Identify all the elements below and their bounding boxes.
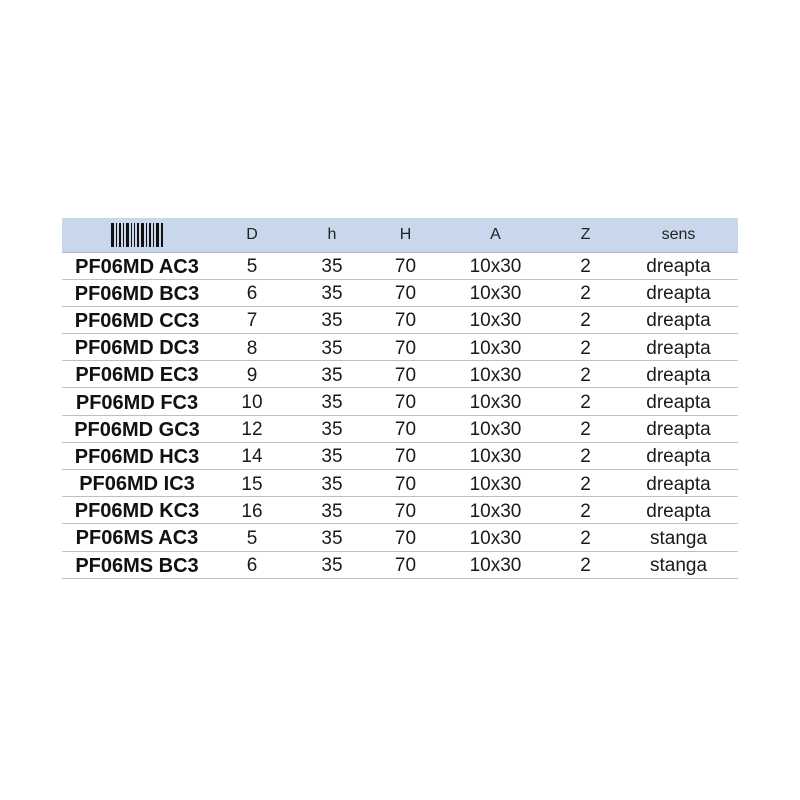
sens-value: dreapta bbox=[619, 279, 738, 306]
table-row bbox=[62, 551, 738, 578]
z-value: 2 bbox=[552, 279, 619, 306]
h-upper-value: 70 bbox=[372, 252, 439, 279]
table-body bbox=[62, 252, 738, 578]
d-value: 6 bbox=[212, 551, 292, 578]
h-upper-value: 70 bbox=[372, 306, 439, 333]
product-code: PF06MS BC3 bbox=[62, 551, 212, 578]
product-code: PF06MD IC3 bbox=[62, 470, 212, 497]
a-value: 10x30 bbox=[439, 442, 552, 469]
a-value: 10x30 bbox=[439, 388, 552, 415]
sens-value: dreapta bbox=[619, 470, 738, 497]
sens-value: dreapta bbox=[619, 497, 738, 524]
product-code: PF06MD CC3 bbox=[62, 306, 212, 333]
product-code: PF06MD AC3 bbox=[62, 252, 212, 279]
product-code: PF06MD GC3 bbox=[62, 415, 212, 442]
z-value: 2 bbox=[552, 551, 619, 578]
z-value: 2 bbox=[552, 334, 619, 361]
z-value: 2 bbox=[552, 470, 619, 497]
product-code: PF06MD FC3 bbox=[62, 388, 212, 415]
table-row bbox=[62, 252, 738, 279]
d-value: 6 bbox=[212, 279, 292, 306]
h-lower-value: 35 bbox=[292, 415, 372, 442]
z-value: 2 bbox=[552, 497, 619, 524]
d-value: 12 bbox=[212, 415, 292, 442]
product-code: PF06MD BC3 bbox=[62, 279, 212, 306]
h-lower-value: 35 bbox=[292, 252, 372, 279]
header-barcode-cell bbox=[62, 218, 212, 252]
a-value: 10x30 bbox=[439, 306, 552, 333]
h-upper-value: 70 bbox=[372, 470, 439, 497]
h-lower-value: 35 bbox=[292, 470, 372, 497]
a-value: 10x30 bbox=[439, 524, 552, 551]
h-upper-value: 70 bbox=[372, 334, 439, 361]
h-upper-value: 70 bbox=[372, 497, 439, 524]
a-value: 10x30 bbox=[439, 415, 552, 442]
barcode-icon bbox=[111, 223, 163, 247]
h-lower-value: 35 bbox=[292, 306, 372, 333]
d-value: 9 bbox=[212, 361, 292, 388]
sens-value: dreapta bbox=[619, 306, 738, 333]
table-row bbox=[62, 524, 738, 551]
product-code: PF06MD KC3 bbox=[62, 497, 212, 524]
h-lower-value: 35 bbox=[292, 551, 372, 578]
table-row bbox=[62, 388, 738, 415]
z-value: 2 bbox=[552, 388, 619, 415]
z-value: 2 bbox=[552, 415, 619, 442]
d-value: 8 bbox=[212, 334, 292, 361]
h-upper-value: 70 bbox=[372, 551, 439, 578]
sens-value: dreapta bbox=[619, 252, 738, 279]
column-header-h-lower: h bbox=[292, 218, 372, 252]
z-value: 2 bbox=[552, 524, 619, 551]
h-upper-value: 70 bbox=[372, 279, 439, 306]
d-value: 14 bbox=[212, 442, 292, 469]
column-header-sens: sens bbox=[619, 218, 738, 252]
sens-value: dreapta bbox=[619, 388, 738, 415]
table-row bbox=[62, 497, 738, 524]
d-value: 15 bbox=[212, 470, 292, 497]
a-value: 10x30 bbox=[439, 279, 552, 306]
table-row bbox=[62, 306, 738, 333]
product-code: PF06MD DC3 bbox=[62, 334, 212, 361]
table-row bbox=[62, 442, 738, 469]
sens-value: dreapta bbox=[619, 361, 738, 388]
sens-value: dreapta bbox=[619, 442, 738, 469]
product-code: PF06MD HC3 bbox=[62, 442, 212, 469]
product-code: PF06MS AC3 bbox=[62, 524, 212, 551]
z-value: 2 bbox=[552, 306, 619, 333]
product-table-container bbox=[62, 218, 738, 579]
z-value: 2 bbox=[552, 252, 619, 279]
product-table bbox=[62, 218, 738, 579]
sens-value: stanga bbox=[619, 524, 738, 551]
h-lower-value: 35 bbox=[292, 524, 372, 551]
h-upper-value: 70 bbox=[372, 361, 439, 388]
a-value: 10x30 bbox=[439, 551, 552, 578]
d-value: 10 bbox=[212, 388, 292, 415]
a-value: 10x30 bbox=[439, 361, 552, 388]
h-upper-value: 70 bbox=[372, 415, 439, 442]
table-row bbox=[62, 415, 738, 442]
h-lower-value: 35 bbox=[292, 361, 372, 388]
z-value: 2 bbox=[552, 442, 619, 469]
d-value: 5 bbox=[212, 252, 292, 279]
header-row bbox=[62, 218, 738, 252]
h-lower-value: 35 bbox=[292, 442, 372, 469]
table-row bbox=[62, 334, 738, 361]
h-lower-value: 35 bbox=[292, 334, 372, 361]
h-lower-value: 35 bbox=[292, 388, 372, 415]
a-value: 10x30 bbox=[439, 252, 552, 279]
table-header bbox=[62, 218, 738, 252]
sens-value: dreapta bbox=[619, 334, 738, 361]
column-header-d: D bbox=[212, 218, 292, 252]
h-lower-value: 35 bbox=[292, 497, 372, 524]
product-code: PF06MD EC3 bbox=[62, 361, 212, 388]
a-value: 10x30 bbox=[439, 334, 552, 361]
column-header-z: Z bbox=[552, 218, 619, 252]
a-value: 10x30 bbox=[439, 470, 552, 497]
h-lower-value: 35 bbox=[292, 279, 372, 306]
table-row bbox=[62, 279, 738, 306]
z-value: 2 bbox=[552, 361, 619, 388]
d-value: 5 bbox=[212, 524, 292, 551]
table-row bbox=[62, 470, 738, 497]
h-upper-value: 70 bbox=[372, 442, 439, 469]
h-upper-value: 70 bbox=[372, 524, 439, 551]
d-value: 16 bbox=[212, 497, 292, 524]
h-upper-value: 70 bbox=[372, 388, 439, 415]
sens-value: dreapta bbox=[619, 415, 738, 442]
column-header-h-upper: H bbox=[372, 218, 439, 252]
column-header-a: A bbox=[439, 218, 552, 252]
sens-value: stanga bbox=[619, 551, 738, 578]
d-value: 7 bbox=[212, 306, 292, 333]
table-row bbox=[62, 361, 738, 388]
a-value: 10x30 bbox=[439, 497, 552, 524]
